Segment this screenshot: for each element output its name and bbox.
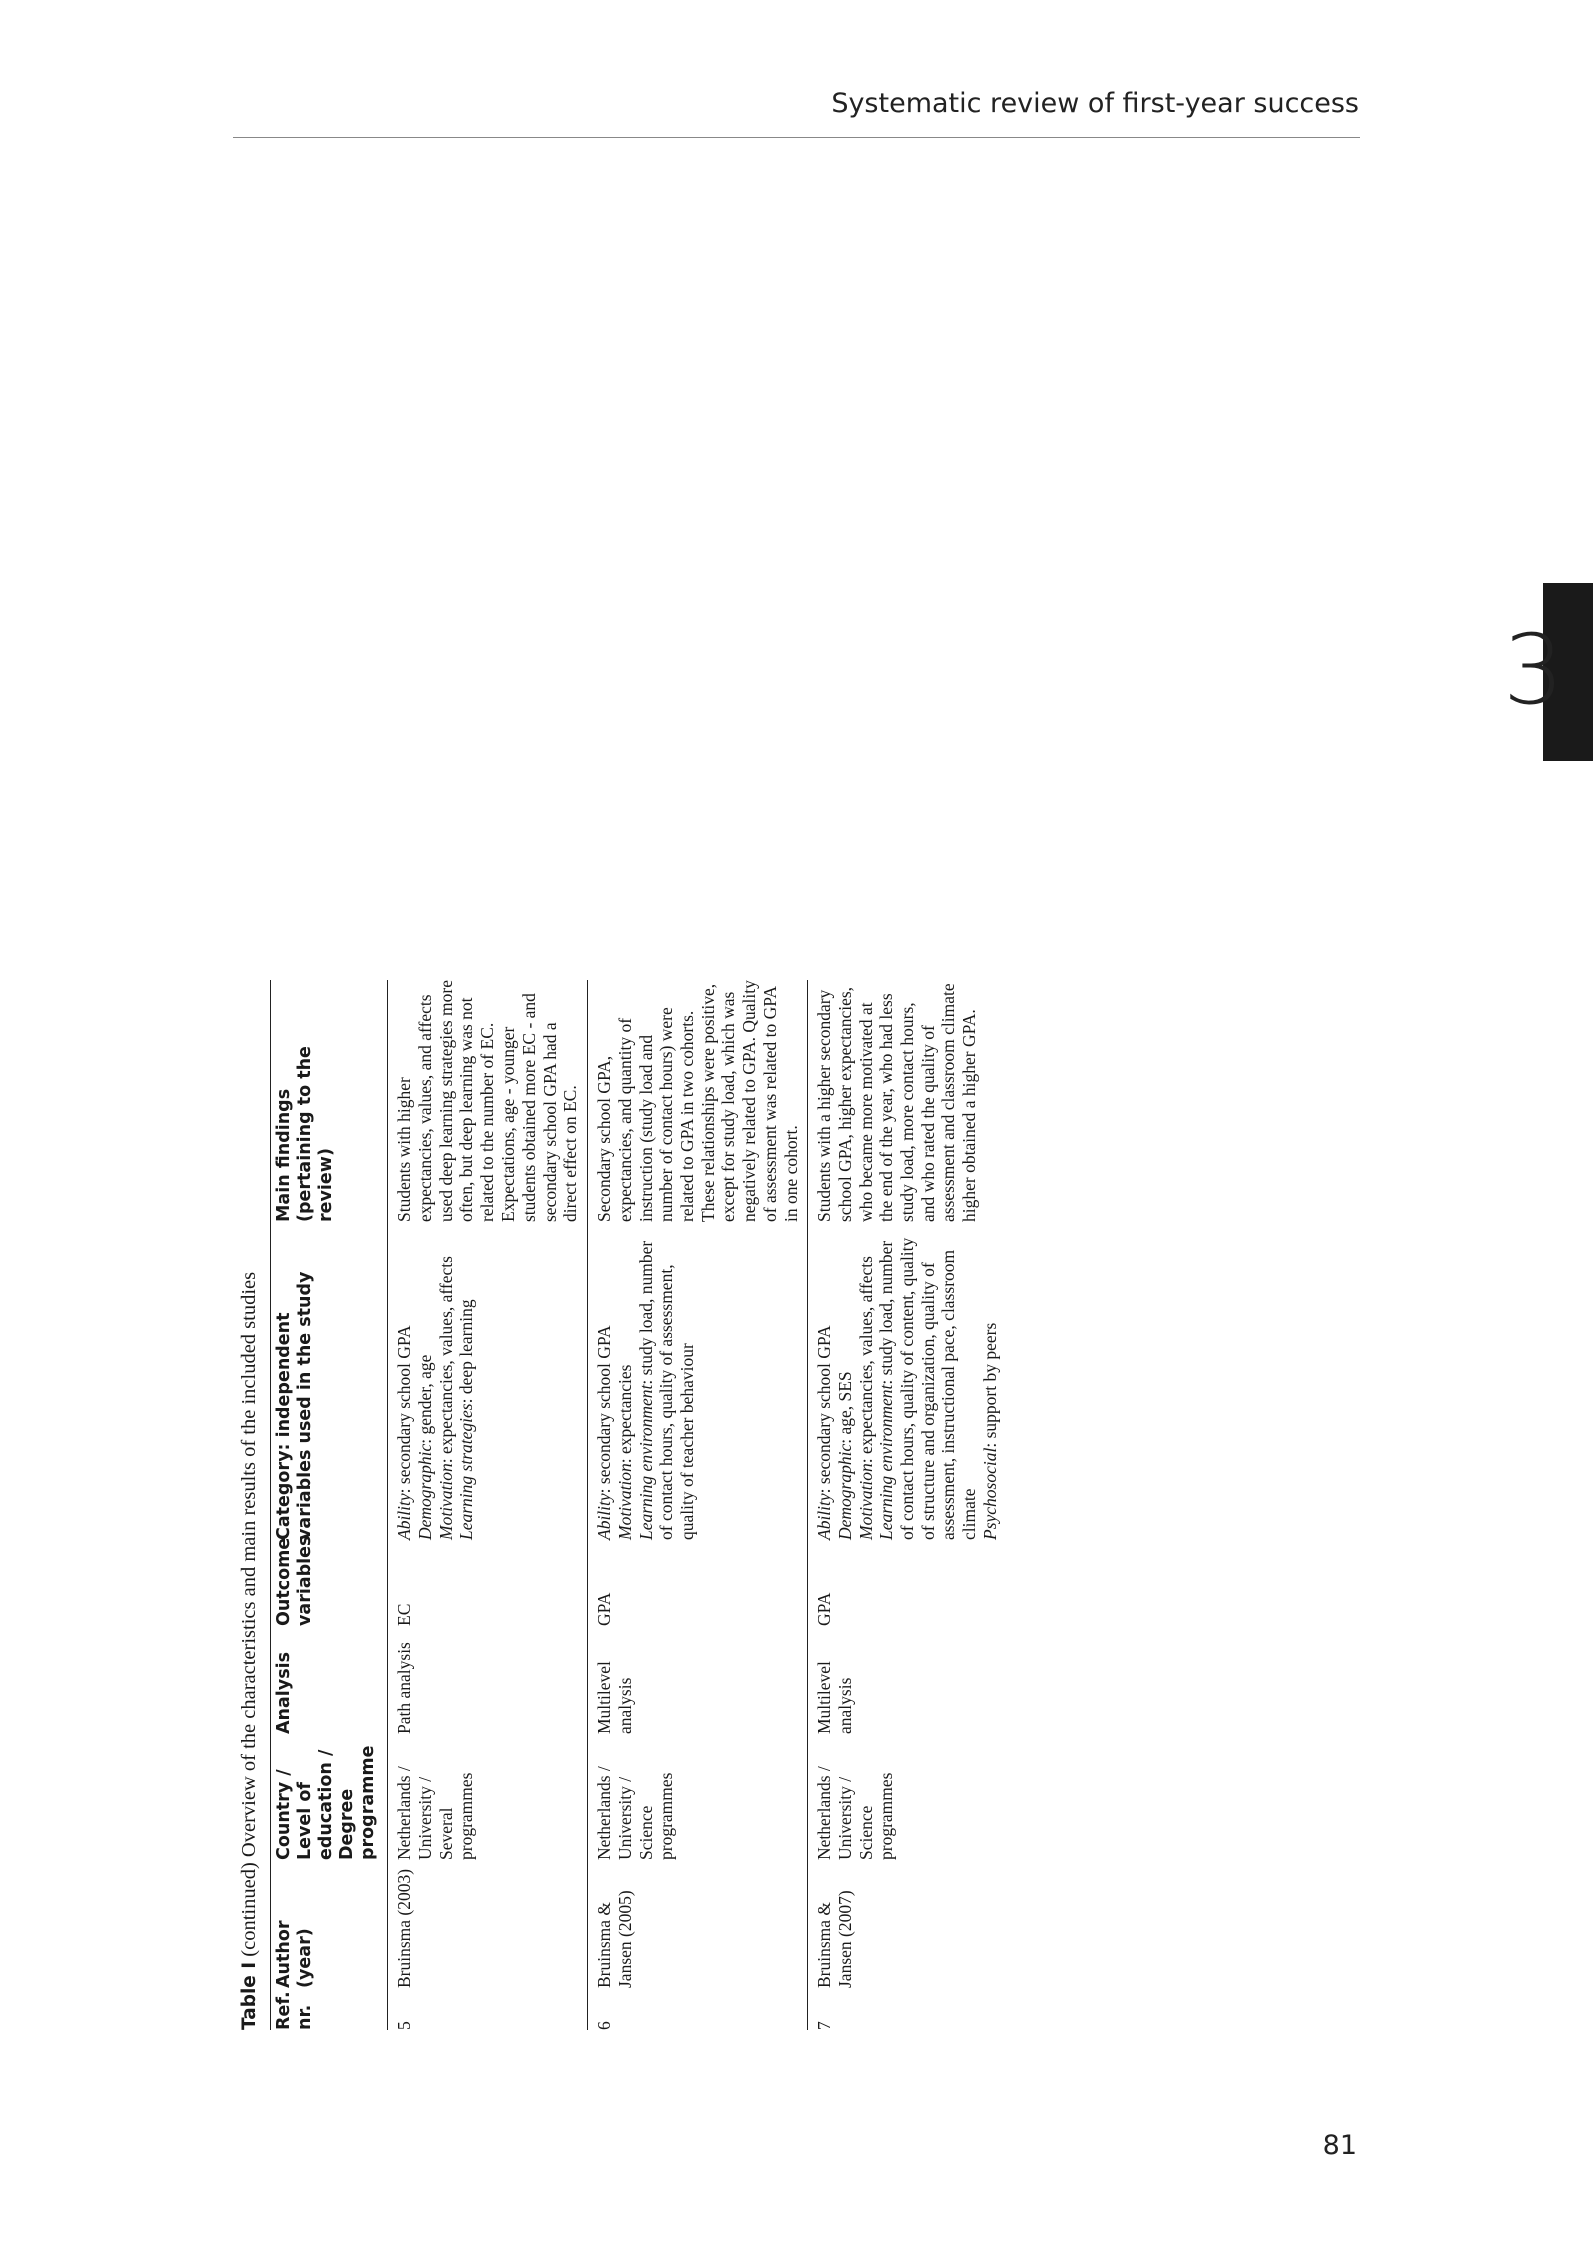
cell-country: Netherlands / University / Several programmes (394, 1766, 477, 1860)
variable-category: Motivation (855, 1463, 876, 1540)
variable-text: : age, SES (834, 1371, 855, 1444)
variable-category: Ability (394, 1493, 414, 1540)
cell-findings: Secondary school GPA, expectancies, and quantity of instruction (study load and number of contact hours) were related to GPA in two cohorts. These relationships were positive, except for study load, which was negatively related to GPA. Quality of assessment was related to GPA in one cohort. (594, 980, 801, 1222)
variable-text: : study load, number of contact hours, quality of assessment, quality of teacher behaviour (635, 1240, 697, 1540)
variable-text: : expectancies, values, affects (855, 1256, 876, 1464)
variable-text: : gender, age (414, 1354, 435, 1444)
variable-line (835, 1228, 856, 1540)
cell-author: Bruinsma (2003) (394, 1868, 414, 1988)
variable-line (814, 1228, 835, 1540)
variable-line (636, 1228, 698, 1540)
variable-category: Motivation (435, 1463, 456, 1540)
variable-line (415, 1228, 436, 1540)
table-label: Table I (239, 1961, 260, 2030)
variable-category: Ability (814, 1493, 835, 1540)
variable-category: Learning environment (635, 1384, 656, 1540)
cell-outcome: GPA (594, 1592, 615, 1626)
variable-text: : support by peers (979, 1322, 1000, 1448)
header-ref: Ref. nr. (274, 1991, 315, 2030)
chapter-number: 3 (1503, 614, 1565, 726)
cell-country: Netherlands / University / Science programmes (594, 1766, 677, 1860)
variable-line (394, 1228, 415, 1540)
table-caption (236, 980, 270, 2030)
cell-outcome: EC (394, 1603, 414, 1626)
page-number: 81 (1322, 2130, 1357, 2161)
cell-findings: Students with higher expectancies, values, and affects used deep learning strategies more often, but deep learning was not related to the number of EC. Expectations, age - younger students obtained more EC - and secondary school GPA had a direct effect on EC. (394, 980, 581, 1222)
header-author: Author (year) (274, 1920, 315, 1988)
table-row (388, 980, 587, 2030)
variable-line (980, 1228, 1001, 1540)
header-country: Country / Level of education / Degree programme (274, 1745, 378, 1860)
table-row (588, 980, 807, 2030)
table-row (808, 980, 1006, 2030)
variable-line (876, 1228, 980, 1540)
variable-text: : deep learning (456, 1299, 477, 1404)
cell-analysis: Multilevel analysis (814, 1661, 855, 1734)
cell-ref: 6 (594, 2021, 615, 2030)
variable-category: Demographic (834, 1443, 855, 1540)
variable-category: Learning strategies (456, 1403, 477, 1540)
variable-category: Motivation (614, 1463, 635, 1540)
cell-variables (814, 1222, 1000, 1540)
variable-category: Demographic (414, 1443, 435, 1540)
variable-line (615, 1228, 636, 1540)
variable-text: : secondary school GPA (394, 1325, 414, 1494)
variable-line (856, 1228, 877, 1540)
variable-line (594, 1228, 615, 1540)
cell-findings: Students with a higher secondary school GPA, higher expectancies, who became more motivated at the end of the year, who had less study load, more contact hours, and who rated the quality of assessment and classroom climate higher obtained a higher GPA. (814, 983, 980, 1222)
cell-variables (394, 1222, 581, 1540)
variable-line (456, 1228, 477, 1540)
variable-category: Learning environment (876, 1384, 897, 1540)
cell-author: Bruinsma & Jansen (2007) (814, 1890, 855, 1988)
header-outcome: Outcome variables (274, 1535, 315, 1626)
running-header: Systematic review of first-year success (831, 88, 1359, 119)
header-analysis: Analysis (274, 1651, 294, 1734)
cell-author: Bruinsma & Jansen (2005) (594, 1890, 635, 1988)
variable-category: Psychosocial (979, 1447, 1000, 1540)
table-caption-text: (continued) Overview of the characteristics and main results of the included studies (238, 1271, 260, 1957)
cell-ref: 5 (394, 2021, 414, 2030)
cell-country: Netherlands / University / Science programmes (814, 1766, 897, 1860)
cell-analysis: Path analysis (394, 1642, 414, 1734)
cell-ref: 7 (814, 2021, 835, 2030)
variable-text: : expectancies, values, affects (435, 1256, 456, 1464)
header-category: Category: independent variables used in the study (274, 1271, 315, 1540)
variable-text: : expectancies (614, 1364, 635, 1464)
table-header-row (271, 980, 387, 2030)
variable-category: Ability (594, 1493, 615, 1540)
cell-variables (594, 1222, 801, 1540)
header-rule (233, 137, 1360, 138)
variable-line (436, 1228, 457, 1540)
variable-text: : secondary school GPA (594, 1325, 615, 1494)
cell-outcome: GPA (814, 1592, 835, 1626)
variable-text: : study load, number of contact hours, quality of content, quality of structure and organization, quality of assessment, instructional pace, classroom climate (876, 1237, 980, 1540)
variable-text: : secondary school GPA (814, 1325, 835, 1494)
rotated-table-block (236, 980, 1276, 2030)
header-findings: Main findings (pertaining to the review) (274, 1046, 336, 1222)
cell-analysis: Multilevel analysis (594, 1661, 635, 1734)
